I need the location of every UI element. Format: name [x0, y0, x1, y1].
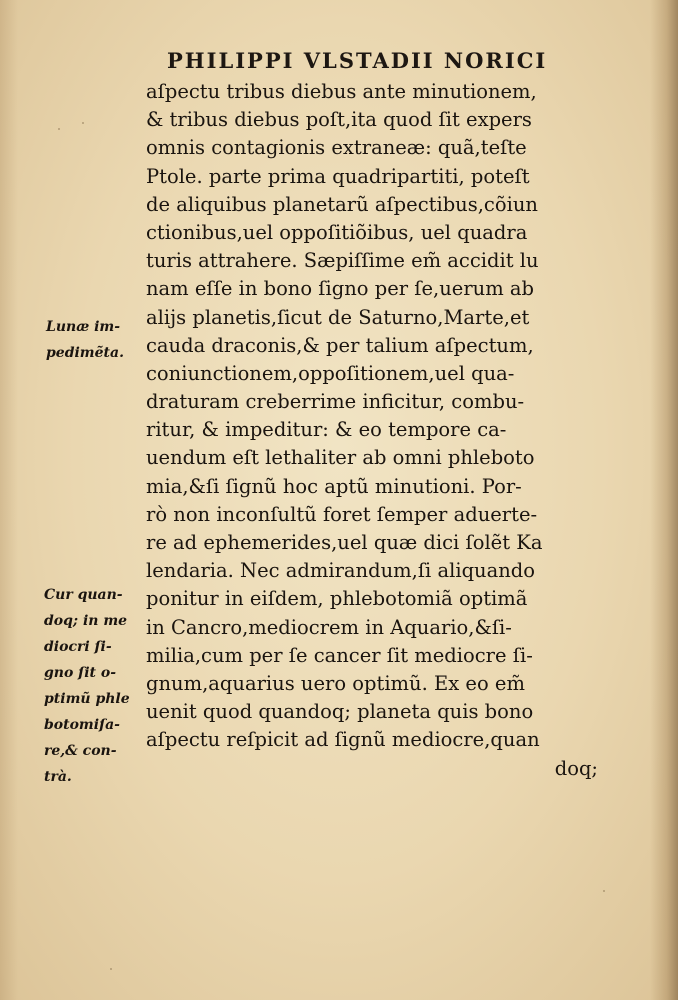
text-line: gnum,aquarius uero optimũ. Ex eo em̃	[146, 671, 525, 695]
margin-note-line: Lunæ im-	[46, 319, 121, 335]
margin-note-line: Cur quan-	[44, 587, 123, 603]
main-text-block	[146, 78, 608, 783]
catchword: doq;	[554, 756, 598, 780]
running-header: PHILIPPI VLSTADII NORICI	[167, 48, 548, 73]
text-line: milia,cum per ſe cancer ſit mediocre ſi-	[146, 643, 533, 667]
text-line: in Cancro,mediocrem in Aquario,&ſi-	[146, 615, 512, 639]
margin-note-moon-impediments	[46, 314, 124, 366]
text-line: uenit quod quandoq; planeta quis bono	[146, 700, 534, 724]
paper-speck	[82, 122, 84, 124]
text-line: draturam creberrime inficitur, combu-	[146, 390, 525, 414]
margin-note-line: doq; in me	[44, 613, 128, 629]
text-line: aſpectu tribus diebus ante minutionem,	[146, 80, 537, 103]
text-line: ritur, & impeditur: & eo tempore ca-	[146, 418, 507, 442]
text-line: rò non inconſultũ foret ſemper aduerte-	[146, 502, 538, 526]
margin-note-line: trà.	[44, 769, 72, 785]
margin-note-line: diocri ſi-	[44, 639, 112, 655]
text-line: omnis contagionis extraneæ: quã,teſte	[146, 136, 527, 160]
text-line: ctionibus,uel oppoſitiõibus, uel quadra	[146, 220, 528, 244]
margin-note-line: pedimẽta.	[46, 345, 124, 361]
margin-note-line: ptimũ phle	[44, 691, 130, 707]
text-line: re ad ephemerides,uel quæ dici ſolẽt Ka	[146, 531, 543, 554]
text-line: uendum eſt lethaliter ab omni phleboto	[146, 446, 535, 470]
page-right-binding-shadow	[650, 0, 678, 1000]
page-left-shadow	[0, 0, 18, 1000]
text-line: turis attrahere. Sæpiſſime em̃ accidit lu	[146, 249, 539, 273]
text-line: ponitur in eiſdem, phlebotomiã optimã	[146, 587, 528, 611]
margin-note-line: botomiſa-	[44, 717, 120, 733]
text-line: de aliquibus planetarũ aſpectibus,cõiun	[146, 192, 538, 216]
text-line: aſpectu reſpicit ad ſignũ mediocre,quan	[146, 728, 540, 752]
text-line: mia,&ſi ſignũ hoc aptũ minutioni. Por-	[146, 474, 522, 498]
text-line: cauda draconis,& per talium aſpectum,	[146, 333, 534, 357]
text-line: alijs planetis,ſicut de Saturno,Marte,et	[146, 305, 530, 329]
text-line: Ptole. parte prima quadripartiti, poteſt	[146, 164, 530, 188]
margin-note-mediocre-sign	[44, 582, 130, 790]
text-line: coniunctionem,oppoſitionem,uel qua-	[146, 361, 515, 385]
margin-note-line: re,& con-	[44, 743, 117, 759]
text-line: & tribus diebus poſt,ita quod ſit expers	[146, 108, 532, 132]
margin-note-line: gno ſit o-	[44, 665, 117, 681]
paper-speck	[110, 968, 112, 970]
paper-speck	[603, 890, 605, 892]
text-line: nam eſſe in bono ſigno per ſe,uerum ab	[146, 277, 535, 301]
text-line: lendaria. Nec admirandum,ſi aliquando	[146, 559, 536, 583]
paper-speck	[58, 128, 60, 130]
